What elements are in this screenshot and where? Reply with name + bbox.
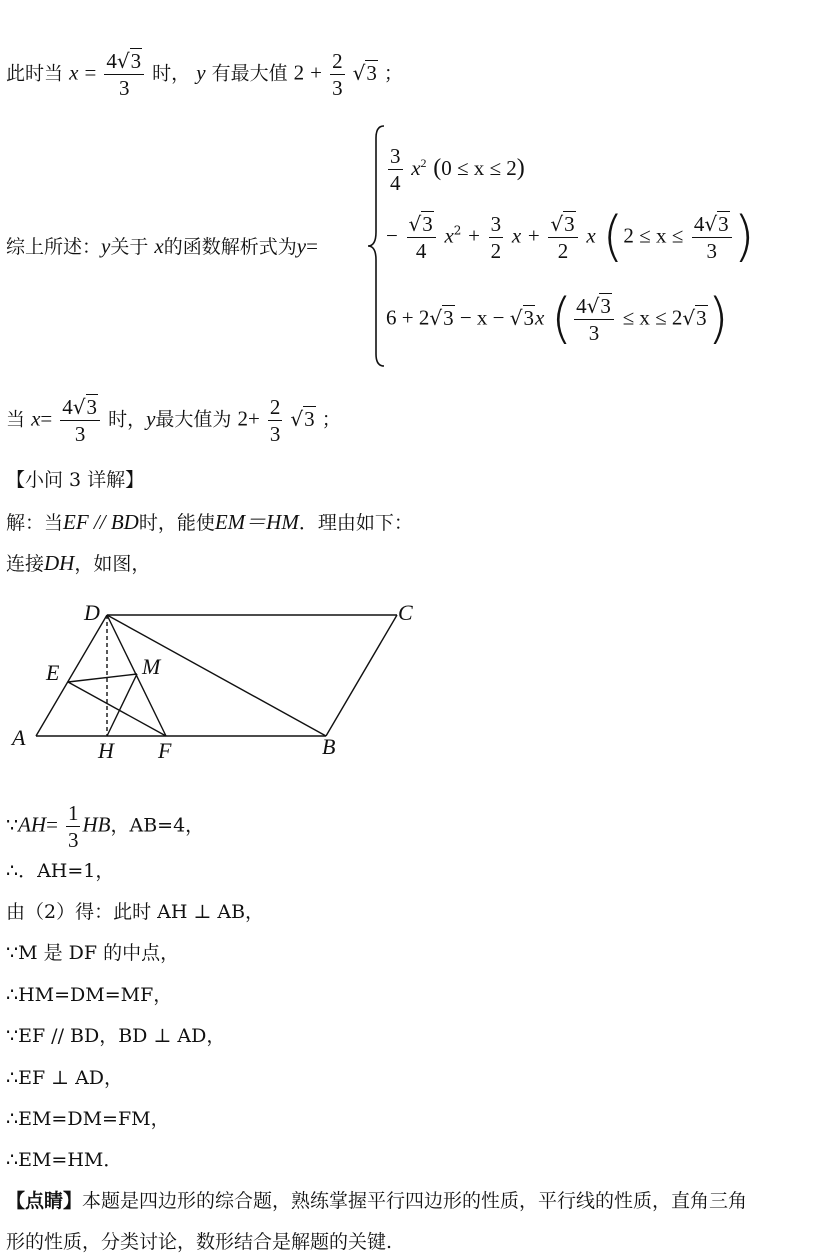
proof-step-9: ∴EM=HM． <box>6 1149 123 1171</box>
segment-bc <box>326 615 397 736</box>
segment-em <box>68 674 137 682</box>
label-d: D <box>84 600 100 625</box>
label-c: C <box>398 600 413 625</box>
proof-step-1: ∵AH= $\frac{1}{3}$ HB，AB=4， <box>6 801 205 852</box>
label-a: A <box>12 725 26 750</box>
label-f: F <box>158 738 172 763</box>
conclusion-line: 当 x= $\frac{4√3}{3}$ 时，y最大值为 2+ $\frac{2}{3}$ √3 ； <box>6 395 341 446</box>
proof-step-2: ∴．AH=1， <box>6 860 115 882</box>
proof-step-7: ∴EF ⊥ AD， <box>6 1067 124 1089</box>
fraction: $\frac{2}{3}$ <box>332 49 343 100</box>
segment-hm <box>107 674 137 736</box>
comment-line-1: 【点睛】本题是四边形的综合题，熟练掌握平行四边形的性质，平行线的性质，直角三角 <box>6 1190 748 1212</box>
label-m: M <box>142 654 161 679</box>
case-1: $\frac{3}{4}$ $x^2$ (0 ≤ x ≤ 2) <box>390 144 525 195</box>
geometry-figure <box>0 590 440 770</box>
case-3: 6 + 2√3 − x − √3x ( $\frac{4√3}{3}$ ≤ x ≤ 2√3) <box>386 287 729 350</box>
segment-db <box>107 615 326 736</box>
max-value-line: 此时当 x = $\frac{4√3}{3}$ 时， y 有最大值 2 + $\frac{2}{3}$ √3 ； <box>6 49 403 100</box>
label-b: B <box>322 734 336 759</box>
proof-step-3: 由（2）得：此时 AH ⊥ AB， <box>6 901 265 923</box>
proof-step-5: ∴HM=DM=MF， <box>6 984 173 1006</box>
solution-intro: 解：当EF // BD时，能使EM＝HM．理由如下： <box>6 510 413 534</box>
fraction: $\frac{4√3}{3}$ <box>104 48 144 101</box>
section-heading: 【小问 3 详解】 <box>6 469 145 491</box>
proof-step-4: ∵M 是 DF 的中点， <box>6 942 180 964</box>
label-h: H <box>98 738 114 763</box>
segment-ef <box>68 682 166 736</box>
proof-step-6: ∵EF // BD，BD ⊥ AD， <box>6 1025 226 1047</box>
case-2: − $\frac{√3}{4}$ $x^2$ + $\frac{3}{2}$ x + $\frac{√3}{2}$ x (2 ≤ x ≤ $\frac{4√3}{3}$ ) <box>386 205 755 268</box>
connect-line: 连接DH，如图， <box>6 551 151 575</box>
summary-line: 综上所述：y关于 x的函数解析式为y= <box>6 234 318 258</box>
proof-step-8: ∴EM=DM=FM， <box>6 1108 170 1130</box>
label-e: E <box>46 660 60 685</box>
comment-line-2: 形的性质，分类讨论，数形结合是解题的关键. <box>6 1231 393 1253</box>
piecewise-brace <box>366 124 388 368</box>
